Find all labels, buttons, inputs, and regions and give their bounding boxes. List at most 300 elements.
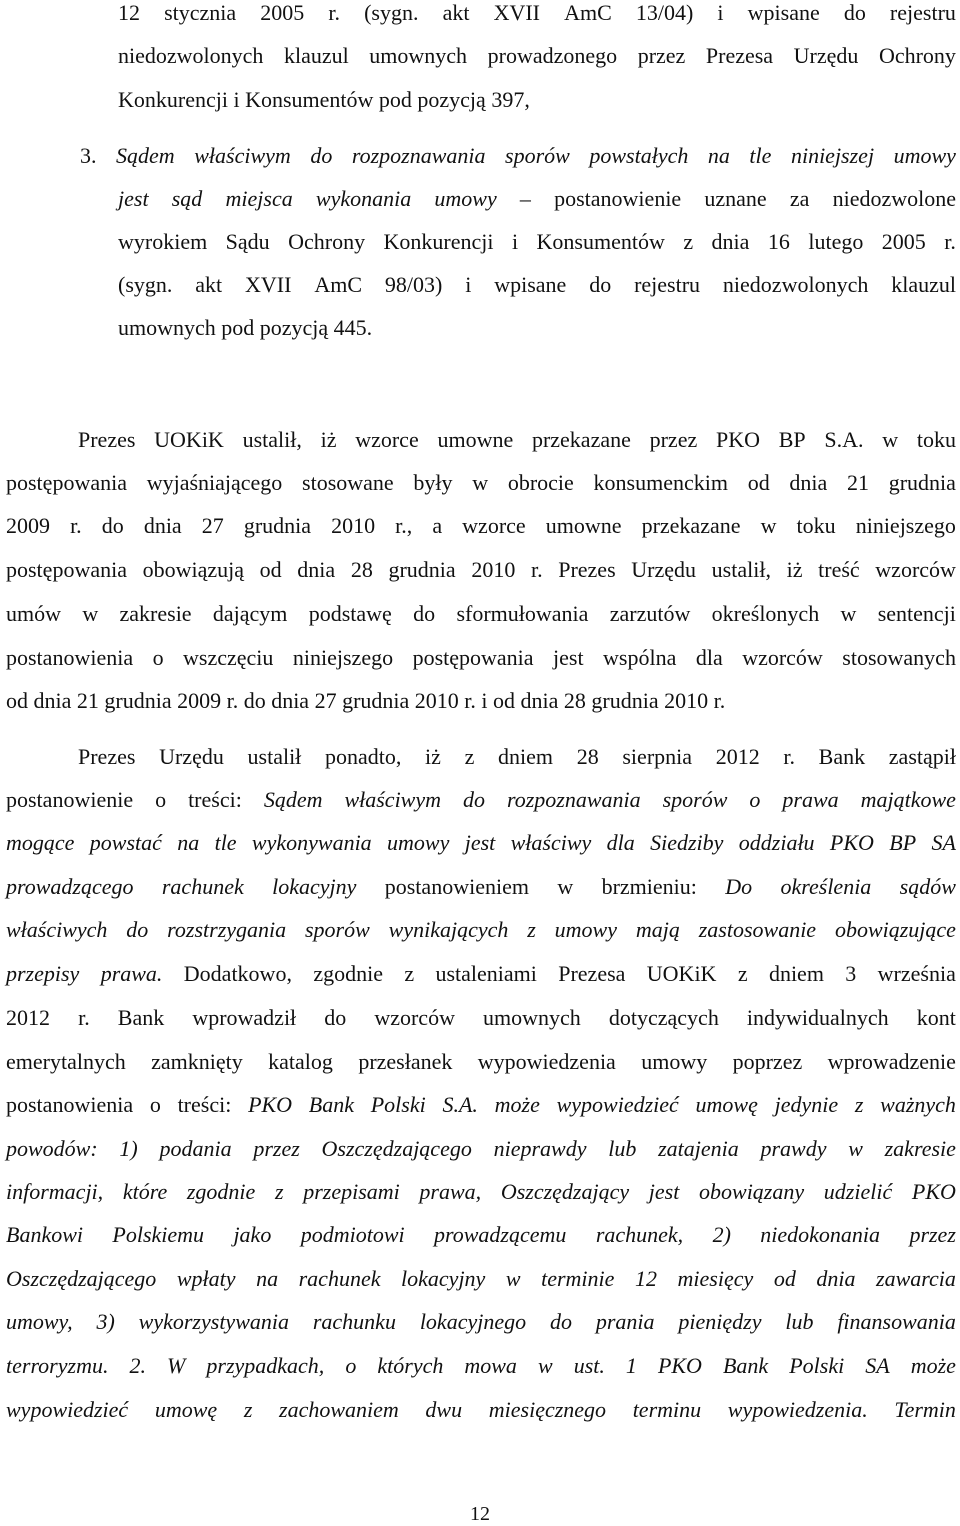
word: treść <box>818 557 860 582</box>
word: Oszczędzający <box>500 1179 630 1204</box>
word: ustalił <box>247 744 302 769</box>
word: Prezes <box>78 427 136 452</box>
word: 2005 <box>260 0 305 25</box>
word: sentencji <box>877 601 956 626</box>
word: lokacyjny <box>401 1266 486 1291</box>
word: przekazane <box>531 427 631 452</box>
word: S.A. <box>824 427 864 452</box>
word: PKO <box>248 1092 293 1117</box>
word: dającym <box>212 601 288 626</box>
text-line <box>6 787 956 813</box>
text-line <box>118 0 956 26</box>
word: dnia <box>816 1266 856 1291</box>
word: i <box>511 229 519 254</box>
word: wpisane <box>747 0 820 25</box>
text-line <box>6 557 956 583</box>
word: dnia <box>297 557 336 582</box>
word: prowadzącemu <box>434 1222 567 1247</box>
word: wynikających <box>388 917 509 942</box>
word: Urzędu <box>159 744 224 769</box>
word: niedozwolonych <box>118 43 264 68</box>
word: które <box>122 1179 168 1204</box>
word: zarzutów <box>609 601 691 626</box>
word: mogące <box>6 830 75 855</box>
word: dnia <box>143 513 182 538</box>
word: do <box>413 601 436 626</box>
word: z <box>274 1179 284 1204</box>
word: zastąpił <box>888 744 956 769</box>
word: 2010 <box>471 557 516 582</box>
word: kont <box>916 1005 956 1030</box>
text-line <box>118 229 956 255</box>
word: do <box>589 272 612 297</box>
word: finansowania <box>837 1309 956 1334</box>
word: emerytalnych <box>6 1049 126 1074</box>
word: właściwym <box>194 143 291 168</box>
word: toku <box>916 427 956 452</box>
word: – <box>519 186 531 211</box>
word: rozpoznawania <box>506 787 641 812</box>
word: Polski <box>789 1353 845 1378</box>
word: umów <box>6 601 61 626</box>
word: informacji, <box>6 1179 104 1204</box>
word: XVII <box>245 272 292 297</box>
word: określenia <box>780 874 872 899</box>
word: w <box>472 470 489 495</box>
word: 2010 <box>331 513 376 538</box>
word: wykonywania <box>251 830 372 855</box>
word: od <box>747 470 770 495</box>
word: BP <box>889 830 917 855</box>
text-line <box>78 427 956 453</box>
word: w <box>82 601 99 626</box>
word: lub <box>785 1309 814 1334</box>
word: Ochrony <box>288 229 366 254</box>
word: wykonania <box>315 186 412 211</box>
word: 2. <box>129 1353 146 1378</box>
word: umowne <box>437 427 514 452</box>
word: PKO <box>829 830 874 855</box>
word: wprowadził <box>192 1005 297 1030</box>
word: w <box>840 601 857 626</box>
word: lokacyjny <box>272 874 357 899</box>
text-line <box>6 688 725 714</box>
text-line <box>78 744 956 770</box>
word: w <box>760 513 777 538</box>
word: postępowania <box>412 645 534 670</box>
word: których <box>377 1353 444 1378</box>
word: do <box>126 917 149 942</box>
word: klauzul <box>891 272 956 297</box>
word: postanowieniem <box>384 874 529 899</box>
word: mają <box>635 917 680 942</box>
word: rachunek, <box>595 1222 684 1247</box>
word: zgodnie <box>313 961 383 986</box>
page-number: 12 <box>470 1503 490 1525</box>
word: określonych <box>711 601 820 626</box>
word: wyrokiem <box>118 229 208 254</box>
word: niniejszej <box>790 143 875 168</box>
word: postanowienia <box>6 645 134 670</box>
word: dniem <box>498 744 554 769</box>
word: niniejszego <box>292 645 394 670</box>
word: wprowadzenie <box>827 1049 956 1074</box>
word: umowy <box>641 1049 708 1074</box>
word: 3) <box>96 1309 115 1334</box>
word: 2009 <box>6 513 50 538</box>
word: majątkowe <box>860 787 956 812</box>
word: jest <box>553 645 584 670</box>
word: dnia <box>789 470 828 495</box>
text-line <box>6 1179 956 1205</box>
word: 2012 <box>715 744 760 769</box>
word: oddziału <box>738 830 815 855</box>
word: dla <box>695 645 723 670</box>
word: a <box>432 513 443 538</box>
word: były <box>413 470 453 495</box>
word: o <box>155 787 167 812</box>
word: Sądem <box>116 143 175 168</box>
word: terminu <box>632 1397 702 1422</box>
word: terroryzmu. <box>6 1353 109 1378</box>
word: na <box>707 143 730 168</box>
word: przez <box>637 43 686 68</box>
text-line <box>118 272 956 298</box>
word: prania <box>595 1309 655 1334</box>
text-line <box>6 513 956 539</box>
word: może <box>910 1353 956 1378</box>
word: prowadzonego <box>487 43 618 68</box>
word: Urzędu <box>793 43 859 68</box>
word: niniejszego <box>855 513 956 538</box>
word: wykorzystywania <box>138 1309 289 1334</box>
word: umowne <box>545 513 622 538</box>
word: 1 <box>625 1353 637 1378</box>
word: sporów <box>305 917 370 942</box>
word: ponadto, <box>324 744 402 769</box>
word: SA <box>931 830 956 855</box>
word: 28 <box>576 744 599 769</box>
word: zgodnie <box>186 1179 256 1204</box>
word: umowy <box>554 917 617 942</box>
word: z <box>404 961 415 986</box>
word: powstać <box>89 830 162 855</box>
text-segment: od dnia 21 grudnia 2009 r. do dnia 27 grudnia 2010 r. i od dnia 28 grudnia 2010 r. <box>6 688 726 713</box>
text-line <box>80 143 956 169</box>
word: Prezes <box>78 744 136 769</box>
word: 13/04) <box>635 0 694 25</box>
word: Bank <box>308 1092 354 1117</box>
word: Prezesa <box>705 43 774 68</box>
word: terminie <box>541 1266 615 1291</box>
word: r. <box>783 744 795 769</box>
text-line <box>6 1353 956 1379</box>
word: 98/03) <box>384 272 443 297</box>
word: sporów <box>662 787 728 812</box>
word: o <box>149 1092 161 1117</box>
word: r., <box>395 513 413 538</box>
word: Prezes <box>558 557 616 582</box>
word: obowiązują <box>142 557 245 582</box>
word: poprzez <box>732 1049 803 1074</box>
word: postanowienia <box>6 1092 134 1117</box>
word: powstałych <box>589 143 689 168</box>
word: brzmieniu: <box>601 874 697 899</box>
word: przypadkach, <box>206 1353 325 1378</box>
word: treści: <box>177 1092 232 1117</box>
word: uznane <box>704 186 767 211</box>
word: zakresie <box>884 1136 956 1161</box>
word: podania <box>159 1136 232 1161</box>
word: stosowanych <box>842 645 956 670</box>
word: Konsumentów <box>536 229 665 254</box>
word: jako <box>233 1222 272 1247</box>
word: rozpoznawania <box>351 143 486 168</box>
word: sporów <box>505 143 570 168</box>
text-line <box>6 961 956 987</box>
word: przekazane <box>641 513 741 538</box>
word: o <box>152 645 164 670</box>
word: iż <box>786 557 803 582</box>
text-segment: Konkurencji i Konsumentów pod pozycją 397, <box>118 87 530 112</box>
word: ustaleniami <box>435 961 537 986</box>
word: umownych <box>483 1005 581 1030</box>
word: wypowiedzieć <box>556 1092 679 1117</box>
word: ustalił, <box>242 427 302 452</box>
word: akt <box>195 272 223 297</box>
word: na <box>256 1266 279 1291</box>
word: zakresie <box>119 601 192 626</box>
text-line <box>6 1397 956 1423</box>
word: przez <box>253 1136 300 1161</box>
word: umowę <box>154 1397 218 1422</box>
word: Prezesa <box>558 961 626 986</box>
word: Termin <box>894 1397 956 1422</box>
word: nieprawdy <box>493 1136 587 1161</box>
word: 12 <box>118 0 140 25</box>
word: zatajenia <box>658 1136 739 1161</box>
word: przepisami <box>303 1179 400 1204</box>
text-line <box>6 917 956 943</box>
word: Bankowi <box>6 1222 83 1247</box>
word: rejestru <box>889 0 956 25</box>
word: wzorce <box>462 513 526 538</box>
word: Oszczędzającego <box>321 1136 472 1161</box>
word: grudnia <box>888 470 956 495</box>
word: z <box>243 1397 253 1422</box>
word: niedokonania <box>760 1222 881 1247</box>
word: wpisane <box>494 272 567 297</box>
word: Siedziby <box>650 830 724 855</box>
word: prawa <box>782 787 839 812</box>
word: sądów <box>899 874 956 899</box>
word: lub <box>608 1136 637 1161</box>
word: niedozwolonych <box>722 272 869 297</box>
word: treści: <box>188 787 242 812</box>
word: Dodatkowo, <box>183 961 292 986</box>
word: przesłanek <box>358 1049 453 1074</box>
word: dniem <box>768 961 824 986</box>
word: prawa. <box>100 961 163 986</box>
word: do <box>843 0 866 25</box>
word: klauzul <box>283 43 349 68</box>
word: 21 <box>847 470 870 495</box>
word: podmiotowi <box>300 1222 405 1247</box>
word: prowadzącego <box>6 874 134 899</box>
word: 2012 <box>6 1005 50 1030</box>
word: r. <box>944 229 956 254</box>
word: w <box>505 1266 521 1291</box>
word: ust. <box>573 1353 605 1378</box>
word: powodów: <box>6 1136 98 1161</box>
word: ważnych <box>880 1092 956 1117</box>
word: umowy <box>893 143 956 168</box>
word: wzorce <box>355 427 419 452</box>
word: indywidualnych <box>746 1005 889 1030</box>
word: do <box>101 513 124 538</box>
word: zastosowanie <box>698 917 817 942</box>
word: stosowane <box>302 470 394 495</box>
word: obowiązujące <box>834 917 956 942</box>
word: wyjaśniającego <box>146 470 283 495</box>
word: Sądem <box>263 787 323 812</box>
text-line <box>118 186 956 212</box>
word: XVII <box>493 0 540 25</box>
word: rachunku <box>312 1309 396 1334</box>
word: 3. <box>80 143 97 168</box>
word: pieniędzy <box>678 1309 762 1334</box>
word: zawarcia <box>876 1266 956 1291</box>
word: stycznia <box>164 0 237 25</box>
word: (sygn. <box>118 272 173 297</box>
word: zamknięty <box>151 1049 243 1074</box>
word: od <box>773 1266 796 1291</box>
word: do <box>463 787 485 812</box>
word: 2005 <box>881 229 926 254</box>
word: Bank <box>117 1005 165 1030</box>
text-line <box>118 43 956 69</box>
word: AmC <box>564 0 612 25</box>
word: może <box>494 1092 540 1117</box>
word: mowa <box>464 1353 517 1378</box>
word: września <box>877 961 956 986</box>
text-line <box>6 645 956 671</box>
word: prawa, <box>419 1179 482 1204</box>
word: do <box>310 143 333 168</box>
word: PKO <box>657 1353 702 1378</box>
text-line <box>6 1092 956 1118</box>
text-line <box>6 1309 956 1335</box>
word: na <box>177 830 200 855</box>
word: zachowaniem <box>279 1397 399 1422</box>
word: za <box>789 186 810 211</box>
text-line <box>6 1136 956 1162</box>
word: o <box>749 787 761 812</box>
word: i <box>465 272 472 297</box>
word: S.A. <box>442 1092 478 1117</box>
word: od <box>259 557 282 582</box>
word: dnia <box>711 229 750 254</box>
word: miesięcznego <box>488 1397 607 1422</box>
word: Bank <box>722 1353 769 1378</box>
text-line <box>6 1049 956 1075</box>
word: przez <box>649 427 698 452</box>
word: do <box>324 1005 347 1030</box>
word: miejsca <box>225 186 293 211</box>
word: dwu <box>425 1397 463 1422</box>
word: 2) <box>712 1222 731 1247</box>
word: postępowania <box>6 557 127 582</box>
word: PKO <box>911 1179 956 1204</box>
word: umowy <box>434 186 497 211</box>
word: wszczęciu <box>183 645 274 670</box>
word: sąd <box>171 186 203 211</box>
word: iż <box>425 744 441 769</box>
text-segment: umownych pod pozycją 445. <box>118 315 373 340</box>
word: jedynie <box>774 1092 839 1117</box>
word: wypowiedzenia. <box>727 1397 868 1422</box>
word: Urzędu <box>631 557 697 582</box>
word: postanowienie <box>6 787 134 812</box>
word: rozstrzygania <box>167 917 287 942</box>
word: SA <box>865 1353 890 1378</box>
word: konsumenckim <box>593 470 728 495</box>
word: dla <box>606 830 635 855</box>
word: ustalił, <box>711 557 771 582</box>
word: tle <box>749 143 772 168</box>
word: jest <box>648 1179 680 1204</box>
text-line <box>6 1266 956 1292</box>
word: Konkurencji <box>383 229 494 254</box>
word: r. <box>78 1005 90 1030</box>
word: PKO <box>715 427 760 452</box>
word: lutego <box>808 229 864 254</box>
word: 3 <box>845 961 857 986</box>
word: Bank <box>818 744 866 769</box>
word: udzielić <box>823 1179 893 1204</box>
word: w <box>537 1353 553 1378</box>
word: jest <box>118 186 149 211</box>
word: AmC <box>314 272 363 297</box>
word: Ochrony <box>878 43 956 68</box>
word: iż <box>320 427 337 452</box>
text-line <box>6 470 956 496</box>
word: W <box>167 1353 186 1378</box>
text-line <box>6 1005 956 1031</box>
word: obowiązany <box>699 1179 805 1204</box>
word: w <box>848 1136 863 1161</box>
word: właściwych <box>6 917 108 942</box>
word: Sądu <box>225 229 270 254</box>
word: do <box>549 1309 572 1334</box>
word: 27 <box>201 513 224 538</box>
word: 1) <box>119 1136 138 1161</box>
word: Polskiemu <box>112 1222 205 1247</box>
word: niedozwolone <box>832 186 956 211</box>
text-line <box>118 87 530 113</box>
word: toku <box>796 513 836 538</box>
word: rachunek <box>298 1266 381 1291</box>
word: 12 <box>634 1266 657 1291</box>
word: wzorców <box>742 645 823 670</box>
text-line <box>6 1222 956 1248</box>
word: podstawę <box>308 601 392 626</box>
word: w <box>882 427 899 452</box>
word: 28 <box>350 557 373 582</box>
word: o <box>345 1353 357 1378</box>
word: wypowiedzenia <box>477 1049 616 1074</box>
word: rejestru <box>634 272 701 297</box>
